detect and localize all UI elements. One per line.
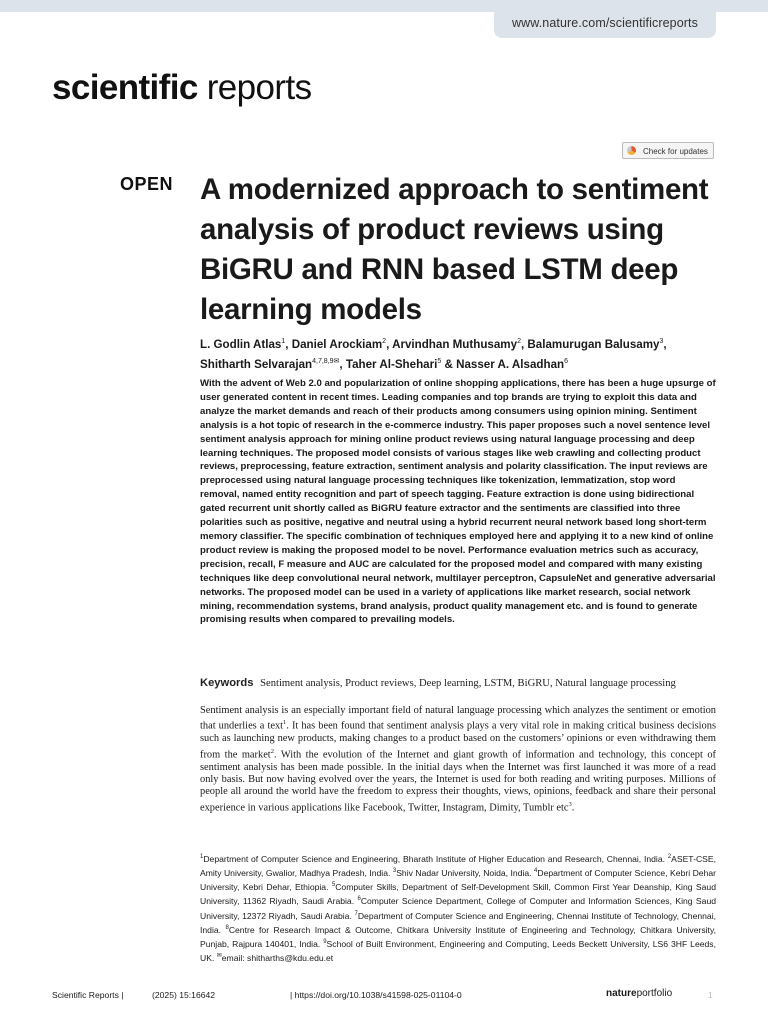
affiliation-text: Centre for Research Impact & Outcome, Chitkara University Institute of Engineering and Technology, Chitkara University, Punjab, Rajpura 140401, India.: [200, 924, 716, 949]
body-text-segment: . It has been found that sentiment analysis plays a very vital role in making critical business decisions such as launching new products, making changes to a product based on the customers’ opinions or even withdrawing them from the market: [200, 720, 716, 761]
author-affiliation-marker: 5: [437, 357, 442, 365]
logo-bold-text: scientific: [52, 68, 198, 107]
affiliation-text: Department of Computer Science and Engineering, Chennai Institute of Technology, Chennai, India.: [200, 910, 716, 935]
open-access-label: OPEN: [120, 174, 174, 194]
body-text-segment: . With the evolution of the Internet and giant growth of information and technology, this concept of sentiment analysis has been made possible. In the initial days when the Internet was first launched it was more of a read only basis. But now having evolved over the years, the Internet is used for both reading and writing purposes. Millions of people all around the world have the freedom to express their thoughts, views, opinions, feedback and share their personal experience in various applications like Facebook, Twitter, Instagram, Dimity, Tumblr etc: [200, 749, 716, 814]
affiliation-marker: 8: [225, 924, 229, 931]
author-affiliation-marker: 2: [382, 338, 387, 345]
affiliation-marker: 6: [357, 896, 361, 903]
author-separator: &: [441, 357, 457, 371]
affiliation-marker: 5: [331, 882, 336, 889]
publisher-light: portfolio: [636, 988, 673, 999]
author-name[interactable]: Arvindhan Muthusamy: [392, 337, 518, 351]
page-footer: [52, 988, 716, 1004]
affiliation-marker: ✉: [216, 953, 222, 960]
journal-url-link[interactable]: www.nature.com/scientificreports: [494, 8, 716, 38]
author-affiliation-marker: 3: [659, 338, 664, 345]
author-affiliation-marker: 2: [517, 338, 521, 345]
crossmark-icon: [627, 146, 636, 155]
author-separator: ,: [520, 337, 528, 351]
author-affiliation-marker: 1: [281, 338, 286, 345]
publisher-bold: nature: [606, 988, 637, 999]
affiliations: [200, 851, 716, 964]
introduction-paragraph: [200, 705, 716, 815]
publisher-logo: [606, 988, 672, 999]
affiliation-text: Computer Science Department, College of Computer and Information Sciences, King Saud University, 12372 Riyadh, Saudi Arabia.: [200, 896, 717, 921]
footer-journal: Scientific Reports |: [52, 990, 124, 1000]
check-for-updates-label: Check for updates: [643, 147, 708, 156]
body-text-segment: .: [571, 802, 575, 814]
author-name[interactable]: Balamurugan Balusamy: [527, 337, 660, 351]
affiliation-marker: 3: [392, 868, 397, 875]
author-name[interactable]: Taher Al-Shehari: [345, 357, 438, 371]
body-text-segment: Sentiment analysis is an especially important field of natural language processing which analyzes the sentiment or emotion that underlies a text: [200, 705, 716, 732]
affiliation-text: Department of Computer Science, Kebri Dehar University, Kebri Dehar, Ethiopia.: [200, 868, 716, 893]
author-separator: ,: [285, 337, 292, 351]
affiliation-marker: 9: [323, 938, 327, 945]
footer-doi-link[interactable]: | https://doi.org/10.1038/s41598-025-01104-0: [290, 990, 462, 1000]
author-separator: ,: [339, 357, 346, 371]
logo-light-text: reports: [206, 68, 312, 107]
keywords-line: [200, 677, 720, 689]
citation-link[interactable]: 2: [270, 747, 274, 755]
author-name[interactable]: Daniel Arockiam: [291, 337, 383, 351]
keywords-label: Keywords: [200, 677, 254, 689]
check-for-updates-button[interactable]: [622, 142, 714, 159]
affiliation-marker: 2: [667, 854, 672, 860]
affiliation-text: School of Built Environment, Engineering and Computing, Leeds Beckett University, LS6 3HF Leeds, UK.: [200, 938, 716, 963]
affiliation-text: Computer Skills, Department of Self-Development Skill, Common First Year Deanship, King Saud University, 11362 Riyadh, Saudi Arabia.: [200, 882, 716, 907]
journal-logo: [52, 64, 311, 112]
affiliation-marker: 7: [354, 910, 358, 917]
author-affiliation-marker: 6: [564, 357, 569, 365]
author-list: [200, 333, 720, 373]
footer-year-volume: (2025) 15:16642: [152, 990, 216, 1000]
author-name[interactable]: L. Godlin Atlas: [200, 337, 282, 351]
affiliation-text: Shiv Nadar University, Noida, India.: [396, 868, 535, 879]
abstract: With the advent of Web 2.0 and popularization of online shopping applications, there has been a huge upsurge of user generated content in recent times. Leading companies and top brands are trying to exploit this data and analyze the market demands and reach of their products among consumers using opinion mining. Sentiment analysis is a hot topic of research in the e-commerce industry. This paper proposes such a novel sentence level sentiment analysis approach for mining online product reviews using natural language processing and deep learning techniques. The proposed model consists of various stages like web crawling and collecting product reviews, preprocessing, feature extraction, sentiment analysis and polarity classification. The input reviews are preprocessed using natural language processing techniques like tokenization, lemmatization, stop word removal, named entity recognition and part of speech tagging. Feature extraction is done using bidirectional gated recurrent unit shortly called as BiGRU feature extractor and the sentiments are classified into three polarities such as positive, negative and neutral using a hybrid recurrent neural network based long short-term memory classifier. The specific combination of techniques employed here and applying it to a new kind of online product review is making the proposed model to be novel. Performance evaluation metrics such as accuracy, precision, recall, F measure and AUC are calculated for the proposed model and compared with many existing techniques like deep convolutional neural network, multilayer perceptron, CapsuleNet and generative adversarial networks. The proposed model can be used in a variety of applications like market research, social network mining, recommendation systems, brand analysis, product quality management etc. and is found to generate promising results when compared to prevailing models.: [200, 378, 716, 626]
author-separator: ,: [663, 337, 667, 351]
author-name[interactable]: Shitharth Selvarajan: [200, 357, 313, 371]
affiliation-marker: 1: [200, 854, 204, 860]
author-affiliation-marker: 4,7,8,9✉: [312, 357, 340, 365]
affiliation-text: Department of Computer Science and Engineering, Bharath Institute of Higher Education and Research, Chennai, India.: [203, 853, 668, 864]
affiliation-marker: 4: [534, 868, 538, 875]
affiliation-text: ASET-CSE, Amity University, Gwalior, Madhya Pradesh, India.: [200, 853, 716, 879]
citation-link[interactable]: 3: [568, 800, 572, 808]
author-separator: ,: [386, 337, 393, 351]
citation-link[interactable]: 1: [283, 719, 287, 727]
article-title: A modernized approach to sentiment analysis of product reviews using BiGRU and RNN based LSTM deep learning models: [200, 173, 709, 326]
keywords-list: Sentiment analysis, Product reviews, Deep learning, LSTM, BiGRU, Natural language processing: [260, 678, 676, 689]
author-name[interactable]: Nasser A. Alsadhan: [456, 357, 565, 371]
affiliation-text: email: shitharths@kdu.edu.et: [221, 952, 334, 963]
page-number: 1: [708, 990, 713, 1000]
